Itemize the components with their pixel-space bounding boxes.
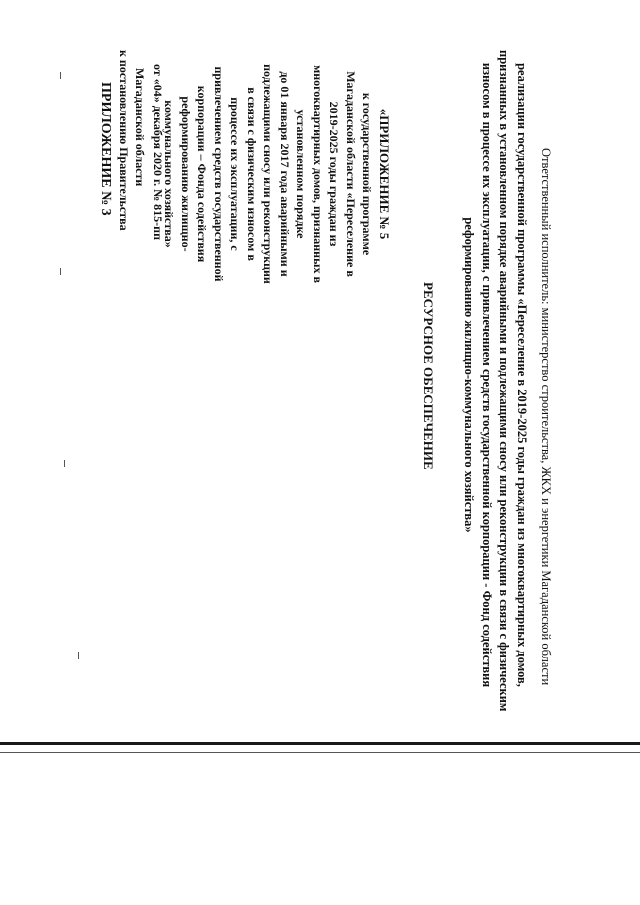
responsible-executor: Ответственный исполнитель: министерство строительства, ЖКХ и энергетики Магаданской области [539, 148, 553, 686]
appendix3-line-1: к постановлению Правительства [117, 50, 131, 231]
appendix5-line: подлежащими сносу или реконструкции [261, 64, 276, 284]
appendix5-line: Магаданской области «Переселение в [344, 71, 358, 277]
scan-mark [60, 72, 61, 79]
appendix3-title: ПРИЛОЖЕНИЕ № 3 [98, 82, 113, 216]
appendix5-line: многоквартирных домов, признанных в [311, 65, 325, 283]
divider-line-thin [0, 752, 640, 753]
section-body-line: реализации государственной программы «Переселение в 2019-2025 годы граждан из многоквартирных домов, [515, 63, 529, 687]
appendix5-line: 2019-2025 годы граждан из [327, 101, 342, 247]
appendix5-line: установленном порядке [294, 109, 309, 239]
appendix5-line: в связи с физическим износом в [245, 87, 259, 261]
appendix5-line: корпорации – Фонда содействия [195, 85, 210, 263]
divider-line-heavy [0, 742, 640, 745]
appendix3-line-2: Магаданской области [133, 68, 147, 187]
section-body-line: износом в процессе их эксплуатации, с привлечением средств государственной корпорации - Фонд содействия [480, 62, 494, 688]
scan-mark [64, 460, 65, 467]
section-body-line: реформированию жилищно-коммунального хозяйства» [462, 217, 477, 533]
scan-mark [78, 652, 79, 659]
appendix5-block [161, 50, 392, 298]
appendix5-line: процессе их эксплуатации, с [228, 97, 243, 251]
appendix5-line: коммунального хозяйства» [162, 100, 177, 248]
scan-mark [60, 268, 61, 275]
appendix5-line: реформированию жилищно- [179, 96, 193, 252]
section-body-line: признанных в установленном порядке аварийными и подлежащими сносу или реконструкции в связи с физическим [497, 50, 512, 712]
section-body [460, 50, 530, 712]
appendix5-line: к государственной программе [360, 92, 375, 256]
appendix5-title: «ПРИЛОЖЕНИЕ № 5 [377, 108, 392, 240]
appendix5-line: привлечением средств государственной [212, 66, 226, 282]
appendix3-line-3: от «04» декабря 2020 г. № 815-пп [151, 64, 165, 241]
appendix5-line: до 01 января 2017 года аварийными и [278, 71, 292, 277]
section-heading: РЕСУРСНОЕ ОБЕСПЕЧЕНИЕ [421, 282, 436, 470]
